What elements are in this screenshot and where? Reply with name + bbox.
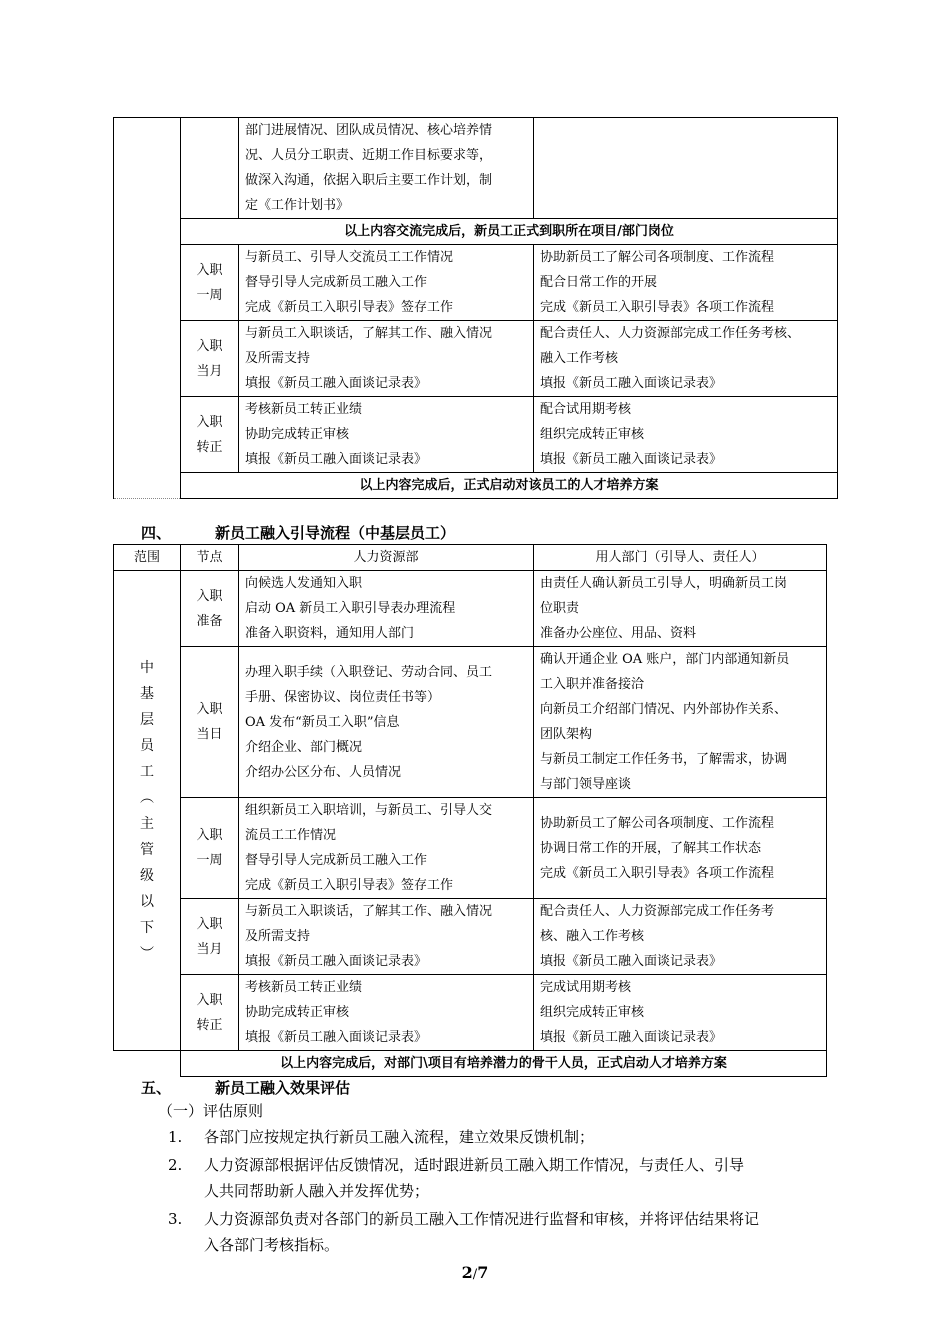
dept-cell: 配合责任人、人力资源部完成工作任务考 核、融入工作考核 填报《新员工融入面谈记录表》 — [534, 899, 827, 975]
hr-cell: 考核新员工转正业绩 协助完成转正审核 填报《新员工融入面谈记录表》 — [239, 397, 534, 473]
numbered-list — [168, 1124, 848, 1258]
empty-cell — [114, 1051, 181, 1077]
node-cell: 入职 当日 — [181, 647, 239, 798]
scope-cell: 中 基 层 员 工 ︵ 主 管 级 以 下 ︶ — [114, 571, 181, 1051]
list-item: 1. 各部门应按规定执行新员工融入流程，建立效果反馈机制； — [168, 1128, 595, 1146]
process-table — [113, 544, 827, 1077]
node-cell: 入职 当月 — [181, 321, 239, 397]
banner-row: 以上内容完成后，对部门\项目有培养潜力的骨干人员，正式启动人才培养方案 — [181, 1051, 827, 1077]
dept-cell: 协助新员工了解公司各项制度、工作流程 协调日常工作的开展，了解其工作状态 完成《新员工入职引导表》各项工作流程 — [534, 798, 827, 899]
banner-row: 以上内容完成后，正式启动对该员工的人才培养方案 — [181, 473, 838, 499]
node-cell: 入职 准备 — [181, 571, 239, 647]
section-heading: 五、 新员工融入效果评估 — [141, 1079, 351, 1097]
node-cell — [181, 118, 239, 219]
header-cell: 人力资源部 — [239, 545, 534, 571]
hr-cell: 组织新员工入职培训，与新员工、引导人交 流员工工作情况 督导引导人完成新员工融入工作 完成《新员工入职引导表》签存工作 — [239, 798, 534, 899]
hr-cell: 考核新员工转正业绩 协助完成转正审核 填报《新员工融入面谈记录表》 — [239, 975, 534, 1051]
page-number: 2/7 — [461, 1263, 489, 1282]
node-cell: 入职 转正 — [181, 397, 239, 473]
hr-cell: 办理入职手续（入职登记、劳动合同、员工 手册、保密协议、岗位责任书等） OA 发布“新员工入职”信息 介绍企业、部门概况 介绍办公区分布、人员情况 — [239, 647, 534, 798]
banner-row: 以上内容交流完成后，新员工正式到职所在项目/部门岗位 — [181, 219, 838, 245]
dept-cell: 配合试用期考核 组织完成转正审核 填报《新员工融入面谈记录表》 — [534, 397, 838, 473]
dept-cell: 配合责任人、人力资源部完成工作任务考核、 融入工作考核 填报《新员工融入面谈记录表》 — [534, 321, 838, 397]
node-cell: 入职 一周 — [181, 798, 239, 899]
hr-cell: 与新员工、引导人交流员工工作情况 督导引导人完成新员工融入工作 完成《新员工入职引导表》签存工作 — [239, 245, 534, 321]
node-cell: 入职 转正 — [181, 975, 239, 1051]
node-cell: 入职 一周 — [181, 245, 239, 321]
section-heading: 四、 新员工融入引导流程（中基层员工） — [141, 524, 456, 542]
subsection-heading: （一）评估原则 — [158, 1102, 264, 1120]
hr-cell: 与新员工入职谈话，了解其工作、融入情况 及所需支持 填报《新员工融入面谈记录表》 — [239, 321, 534, 397]
scope-cell — [114, 118, 181, 499]
dept-cell: 协助新员工了解公司各项制度、工作流程 配合日常工作的开展 完成《新员工入职引导表》各项工作流程 — [534, 245, 838, 321]
dept-cell: 确认开通企业 OA 账户，部门内部通知新员 工入职并准备接洽 向新员工介绍部门情况、内外部协作关系、 团队架构 与新员工制定工作任务书，了解需求，协调 与部门领导座谈 — [534, 647, 827, 798]
list-item: 3. 人力资源部负责对各部门的新员工融入工作情况进行监督和审核，并将评估结果将记 入各部门考核指标。 — [168, 1210, 760, 1254]
header-cell: 用人部门（引导人、责任人） — [534, 545, 827, 571]
hr-cell: 与新员工入职谈话，了解其工作、融入情况 及所需支持 填报《新员工融入面谈记录表》 — [239, 899, 534, 975]
hr-cell: 部门进展情况、团队成员情况、核心培养情 况、人员分工职责、近期工作目标要求等， 做深入沟通，依据入职后主要工作计划，制 定《工作计划书》 — [239, 118, 534, 219]
dept-cell — [534, 118, 838, 219]
table-continued — [113, 117, 838, 499]
header-cell: 范围 — [114, 545, 181, 571]
dept-cell: 完成试用期考核 组织完成转正审核 填报《新员工融入面谈记录表》 — [534, 975, 827, 1051]
hr-cell: 向候选人发通知入职 启动 OA 新员工入职引导表办理流程 准备入职资料，通知用人部门 — [239, 571, 534, 647]
dept-cell: 由责任人确认新员工引导人，明确新员工岗 位职责 准备办公座位、用品、资料 — [534, 571, 827, 647]
list-item: 2. 人力资源部根据评估反馈情况，适时跟进新员工融入期工作情况，与责任人、引导 人共同帮助新人融入并发挥优势； — [168, 1156, 745, 1200]
node-cell: 入职 当月 — [181, 899, 239, 975]
header-cell: 节点 — [181, 545, 239, 571]
